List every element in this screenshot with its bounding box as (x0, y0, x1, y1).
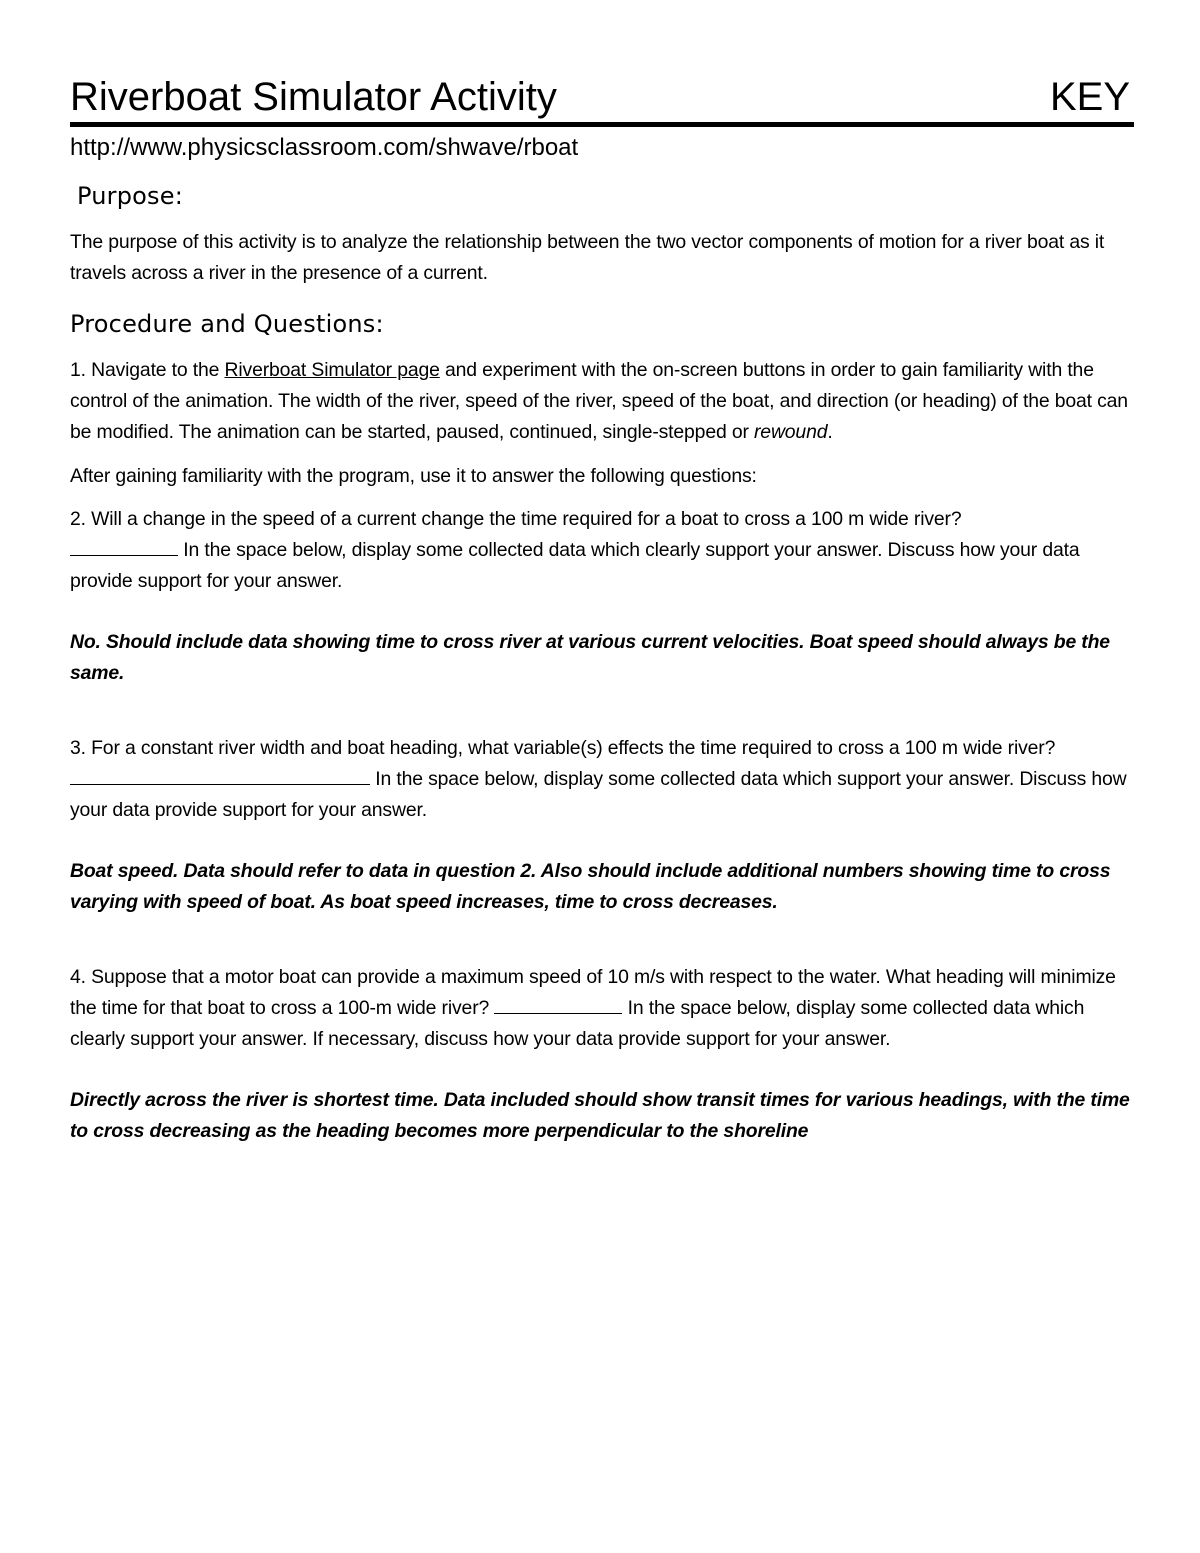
source-url: http://www.physicsclassroom.com/shwave/rboat (70, 134, 579, 161)
purpose-heading: Purpose: (77, 182, 184, 210)
question-1 (70, 355, 1134, 448)
question-4-text-a: 4. Suppose that a motor boat can provide a maximum speed of 10 m/s with respect to the water. What heading will minimize the time for that boat to cross a 100-m wide river? (70, 966, 1116, 1019)
question-3-text-a: 3. For a constant river width and boat heading, what variable(s) effects the time required to cross a 100 m wide river? (70, 737, 1056, 759)
question-4-text-b: In the space below, display some collected data which clearly support your answer. If necessary, discuss how your data provide support for your answer. (70, 997, 1085, 1050)
answer-q3: Boat speed. Data should refer to data in question 2. Also should include additional numbers showing time to cross varying with speed of boat. As boat speed increases, time to cross decreases. (70, 860, 1111, 913)
question-3 (70, 733, 1134, 826)
answer-q2: No. Should include data showing time to cross river at various current velocities. Boat speed should always be the same. (70, 631, 1110, 684)
answer-blank-q3 (70, 764, 370, 785)
question-1-italic: rewound (754, 421, 828, 443)
title-row (70, 74, 1134, 127)
question-3-text-b: In the space below, display some collected data which support your answer. Discuss how your data provide support for your answer. (70, 768, 1127, 821)
question-2 (70, 504, 1134, 597)
purpose-text: The purpose of this activity is to analyze the relationship between the two vector components of motion for a river boat as it travels across a river in the presence of a current. (70, 231, 1105, 284)
answer-blank-q4 (494, 993, 622, 1014)
question-1-text: and experiment with the on-screen buttons in order to gain familiarity with the control of the animation. The width of the river, speed of the river, speed of the boat, and direction (or heading) of the boat can be modified. The animation can be started, paused, continued, single-stepped or (70, 359, 1128, 443)
answer-blank-q2 (70, 535, 178, 556)
riverboat-simulator-link[interactable]: Riverboat Simulator page (224, 359, 440, 381)
question-2-text-a: 2. Will a change in the speed of a current change the time required for a boat to cross a 100 m wide river? (70, 508, 962, 530)
key-label: KEY (1049, 75, 1130, 119)
question-1-suffix: . (827, 421, 833, 443)
question-2-text-b: In the space below, display some collected data which clearly support your answer. Discuss how your data provide support for your answer. (70, 539, 1080, 592)
answer-q4: Directly across the river is shortest time. Data included should show transit times for various headings, with the time to cross decreasing as the heading becomes more perpendicular to the shoreline (70, 1089, 1130, 1142)
procedure-heading: Procedure and Questions: (70, 310, 384, 338)
document-page (70, 74, 1134, 1147)
page-title: Riverboat Simulator Activity (70, 75, 557, 119)
procedure-intro: After gaining familiarity with the program, use it to answer the following questions: (70, 465, 757, 487)
question-4 (70, 962, 1134, 1055)
question-1-prefix: 1. Navigate to the (70, 359, 225, 381)
